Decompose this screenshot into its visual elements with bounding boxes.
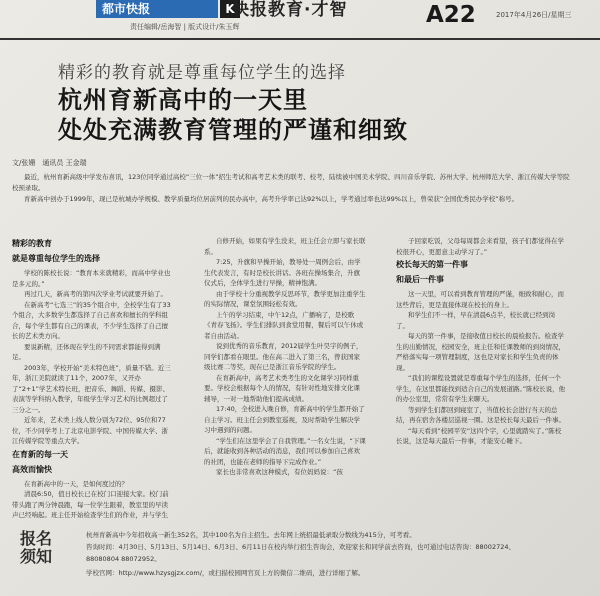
column-paragraph: 在新高考“七选三”的35个组合中，全校学生有了33个组合，大多数学生都选择了自己喜欢和擅长的学科组合，每个学生都有自己的课表，不少学生选择了自己擅长的艺术类方向。 [12, 300, 171, 340]
column-paragraph: 子回家吃饭，父母每周都会来看望，孩子们都觉得在学校很开心，更愿意主动学习了。” [396, 237, 564, 256]
editor-credits: 责任编辑/岳海智 | 版式设计/朱玉辉 [130, 23, 240, 31]
notice-line: 咨询时间：4月30日、5月13日、5月14日、6月3日、6月11日在校内举行招生咨询会，欢迎家长和同学前去咨询，也可通过电话咨询：88002724、 [86, 543, 515, 551]
brand-bar [96, 0, 235, 18]
headline-title-line2: 处处充满教育管理的严谨和细致 [58, 116, 408, 144]
column-paragraph: 上午的学习结束，中午12点，广播响了，是校歌《青春飞扬》。学生们排队到食堂用餐，餐后可以午休或者自由活动。 [204, 310, 364, 340]
brand-k-logo: K [220, 0, 240, 18]
column-subheading: 高效而愉快 [12, 464, 52, 474]
article-column-3 [396, 236, 566, 522]
column-paragraph: “每天看到”校园平安“这四个字，心里就踏实了。”陈校长说，这是每天最后一件事，才能安心睡下。 [396, 426, 562, 445]
column-name: 快报教育·才智 [232, 0, 348, 20]
enrollment-notice [0, 522, 600, 596]
brand-name: 都市快报 [102, 2, 151, 16]
issue-date: 2017年4月26日/星期三 [496, 11, 572, 19]
column-subheading: 精彩的教育 [12, 239, 52, 248]
column-paragraph: 这一天里，可以看到教育管理的严谨，细致和耐心，而这些背后，更是直接体现在校长的身上。 [396, 290, 564, 309]
column-paragraph: 和学生们不一样，早在清晨6点半，校长就已经到岗了。 [396, 311, 556, 330]
lead-paragraph: 最近，杭州育新高级中学发布喜讯，123位同学通过高校“三位一体”招生考试和高考艺术类的联考、校考，陆续被中国美术学院、四川音乐学院、苏州大学、杭州师范大学、浙江传媒大学等院校预录取。 [12, 173, 570, 192]
column-paragraph: “我们的课程设置就是尊重每个学生的选择，任何一个学生，在这里都能找到适合自己的发展道路。”陈校长说，他的办公室里，常常有学生来聊天。 [396, 374, 566, 403]
notice-line: 88080804 88072952。 [86, 555, 161, 563]
column-paragraph: 每天的第一件事，是接收值日校长的晨检报告。检查学生的出勤情况，校园安全，班主任和任课教师的到岗情况，严格落实每一项管理制度，这也是对家长和学生负责的体现。 [396, 332, 565, 372]
notice-line: 学校官网：http://www.hzysgjzx.com/，或扫描校园网官页上方的微信二维码，进行详细了解。 [86, 569, 365, 577]
column-paragraph: 自修开始，如果有学生没来，班主任会立即与家长联系。 [204, 237, 366, 256]
column-paragraph: 7:25，升旗和早操开始，教导处一周例会后，由学生代表发言，有时是校长讲话。各班在操场集合，升旗仪式后，全体学生进行早操，精神饱满。 [204, 258, 361, 287]
column-paragraph: 在育新高中的一天，是如何度过的？ [24, 479, 128, 488]
column-paragraph: 家长也非常喜欢这种模式，有位妈妈说：“孩 [216, 468, 343, 476]
headline-title-line1: 杭州育新高中的一天里 [58, 86, 308, 114]
column-paragraph: 要说新精，还体现在学生的不同需求都能得到满足。 [12, 342, 161, 361]
headline-kicker: 精彩的教育就是尊重每位学生的选择 [58, 63, 346, 83]
masthead [0, 0, 600, 40]
column-paragraph: 2003年，学校开始“美术特色班”，质量不错。近三年，浙江美院就读了11个，2007年，又开办了“2+1”学艺术特长班，把音乐、舞蹈、传媒、摄影、表演等学科纳入教学，年级学生学习艺术的比例超过了三分之一。 [12, 363, 171, 414]
column-paragraph: 在育新高中，高考艺术类考生的文化课学习同样重要。学校会根据每个人的情况，有针对性地安排文化课辅导，一对一地帮助他们提高成绩。 [204, 373, 360, 403]
column-subheading: 和最后一件事 [396, 275, 444, 284]
column-subheading: 校长每天的第一件事 [396, 260, 468, 269]
article-column-2 [204, 236, 366, 522]
page-number: A22 [426, 2, 476, 28]
column-paragraph: 由于学校十分重视教学反思环节，教学更加注重学生的实际情况，课堂氛围轻松有效。 [204, 289, 366, 308]
column-paragraph: 清晨6:50，值日校长已在校门口迎接大家。校门前带头跑了两分钟晨跑，每一位学生跟着，教室里的早读声已经响起。班主任开始检查学生们的作业，并与学生 [12, 490, 169, 519]
column-paragraph: 等到学生们都回到寝室了，当值校长会进行当天的总结，再在宿舍各楼层巡视一圈。这是校长每天最后一件事。 [396, 405, 565, 424]
lead-paragraphs [12, 172, 572, 205]
notice-title-line2: 须知 [20, 547, 53, 566]
notice-title-line1: 报名 [20, 529, 53, 548]
byline: 文/张姗 通讯员 王金瑞 [12, 159, 87, 167]
notice-title [20, 530, 52, 566]
column-paragraph: “学生们在这里学会了自我管理。”一名女生说，“下课后，就能收到各种活动的消息，我们可以参加自己喜欢的社团，也能在老师的指导下完成作业。” [204, 436, 366, 466]
column-paragraph: 说到优秀的音乐教育，2012届学生叶昊宇的例子，同学们都看在眼里。他在高二进入了第三名，曾获国家级比赛二等奖，现在已是浙江音乐学院的学生。 [204, 342, 363, 371]
column-subheading: 就是尊重每位学生的选择 [12, 254, 100, 263]
column-paragraph: 近年来，艺术类上线人数分别为72位、95位和77位，不少同学考上了北京电影学院、中国传媒大学、浙江传媒学院等重点大学。 [12, 416, 168, 445]
notice-line: 杭州育新高中今年招收高一新生352名，其中100名为自主招生。去年网上统招最低录取分数线为415分，可考看。 [86, 531, 416, 539]
column-paragraph: 学校的陈校长说：“教育本来就精彩，而高中学业也是多元的。” [12, 269, 171, 288]
article-column-1 [12, 236, 172, 522]
column-paragraph: 17:40，全校进入晚自修，育新高中的学生都开始了自主学习。班主任会到教室巡视，及时帮助学生解决学习中遇到的问题。 [204, 405, 365, 434]
column-subheading: 在育新的每一天 [12, 449, 68, 459]
column-paragraph: 再过几天，新高考的第四次学业考试就要开始了。 [24, 290, 167, 298]
masthead-rule [0, 38, 600, 40]
lead-paragraph: 育新高中创办于1999年，现已是杭城办学规模、教学质量均位居前列的民办高中，高考升学率已达92%以上，学考通过率也达99%以上，曾荣获“全国优秀民办学校”称号。 [24, 195, 519, 203]
